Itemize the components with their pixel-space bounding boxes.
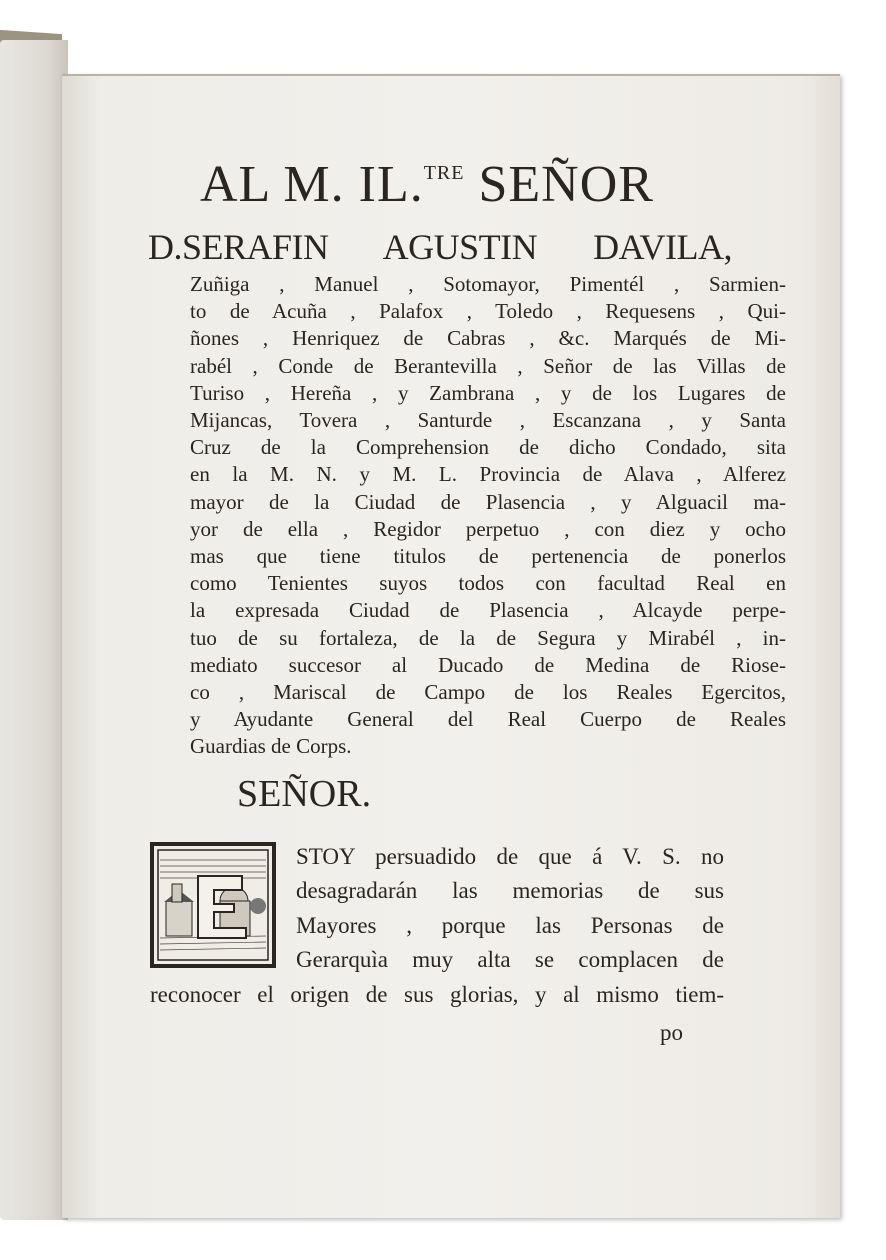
title-line: ñones , Henriquez de Cabras , &c. Marqués de Mi- [190, 326, 786, 351]
facing-page-edge [0, 40, 68, 1220]
body-line: Gerarquìa muy alta se complacen de [296, 947, 724, 972]
title-line: Guardias de Corps. [190, 734, 352, 759]
title-line: Turiso , Hereña , y Zambrana , y de los Lugares de [190, 380, 786, 405]
body-line: STOY persuadido de que á V. S. no [296, 844, 724, 869]
title-line: tuo de su fortaleza, de la de Segura y Mirabél , in- [190, 625, 786, 650]
woodcut-initial-E-with-buildings-icon [154, 846, 272, 964]
title-line: como Tenientes suyos todos con facultad Real en [190, 571, 786, 596]
heading-line-2: D.SERAFIN AGUSTIN DAVILA, [148, 227, 732, 267]
title-line: yor de ella , Regidor perpetuo , con diez y ocho [190, 516, 786, 541]
title-line: Mijancas, Tovera , Santurde , Escanzana , y Santa [190, 408, 786, 432]
title-line: la expresada Ciudad de Plasencia , Alcayde perpe- [190, 598, 786, 623]
heading-line-1: AL M. IL.$^{TRE}$ SEÑOR [200, 156, 654, 213]
title-line: to de Acuña , Palafox , Toledo , Requesens , Qui- [190, 299, 786, 324]
body-line: Mayores , porque las Personas de [296, 913, 724, 938]
title-line: mediato succesor al Ducado de Medina de Riose- [190, 652, 786, 677]
title-line: en la M. N. y M. L. Provincia de Alava , Alferez [190, 462, 786, 487]
title-line: co , Mariscal de Campo de los Reales Egercitos, [190, 680, 786, 704]
title-line: mas que tiene titulos de pertenencia de ponerlos [190, 544, 786, 568]
title-line: rabél , Conde de Berantevilla , Señor de las Villas de [190, 353, 786, 378]
title-line: mayor de la Ciudad de Plasencia , y Alguacil ma- [190, 489, 786, 514]
body-line: reconocer el origen de sus glorias, y al mismo tiem- [150, 982, 724, 1007]
salutation: SEÑOR. [237, 773, 372, 815]
drop-cap-woodcut [150, 842, 276, 968]
title-line: Cruz de la Comprehension de dicho Condado, sita [190, 435, 786, 460]
title-line: Zuñiga , Manuel , Sotomayor, Pimentél , Sarmien- [190, 272, 786, 296]
title-line: y Ayudante General del Real Cuerpo de Reales [190, 707, 786, 732]
catchword: po [660, 1020, 683, 1045]
body-line: desagradarán las memorias de sus [296, 878, 724, 903]
